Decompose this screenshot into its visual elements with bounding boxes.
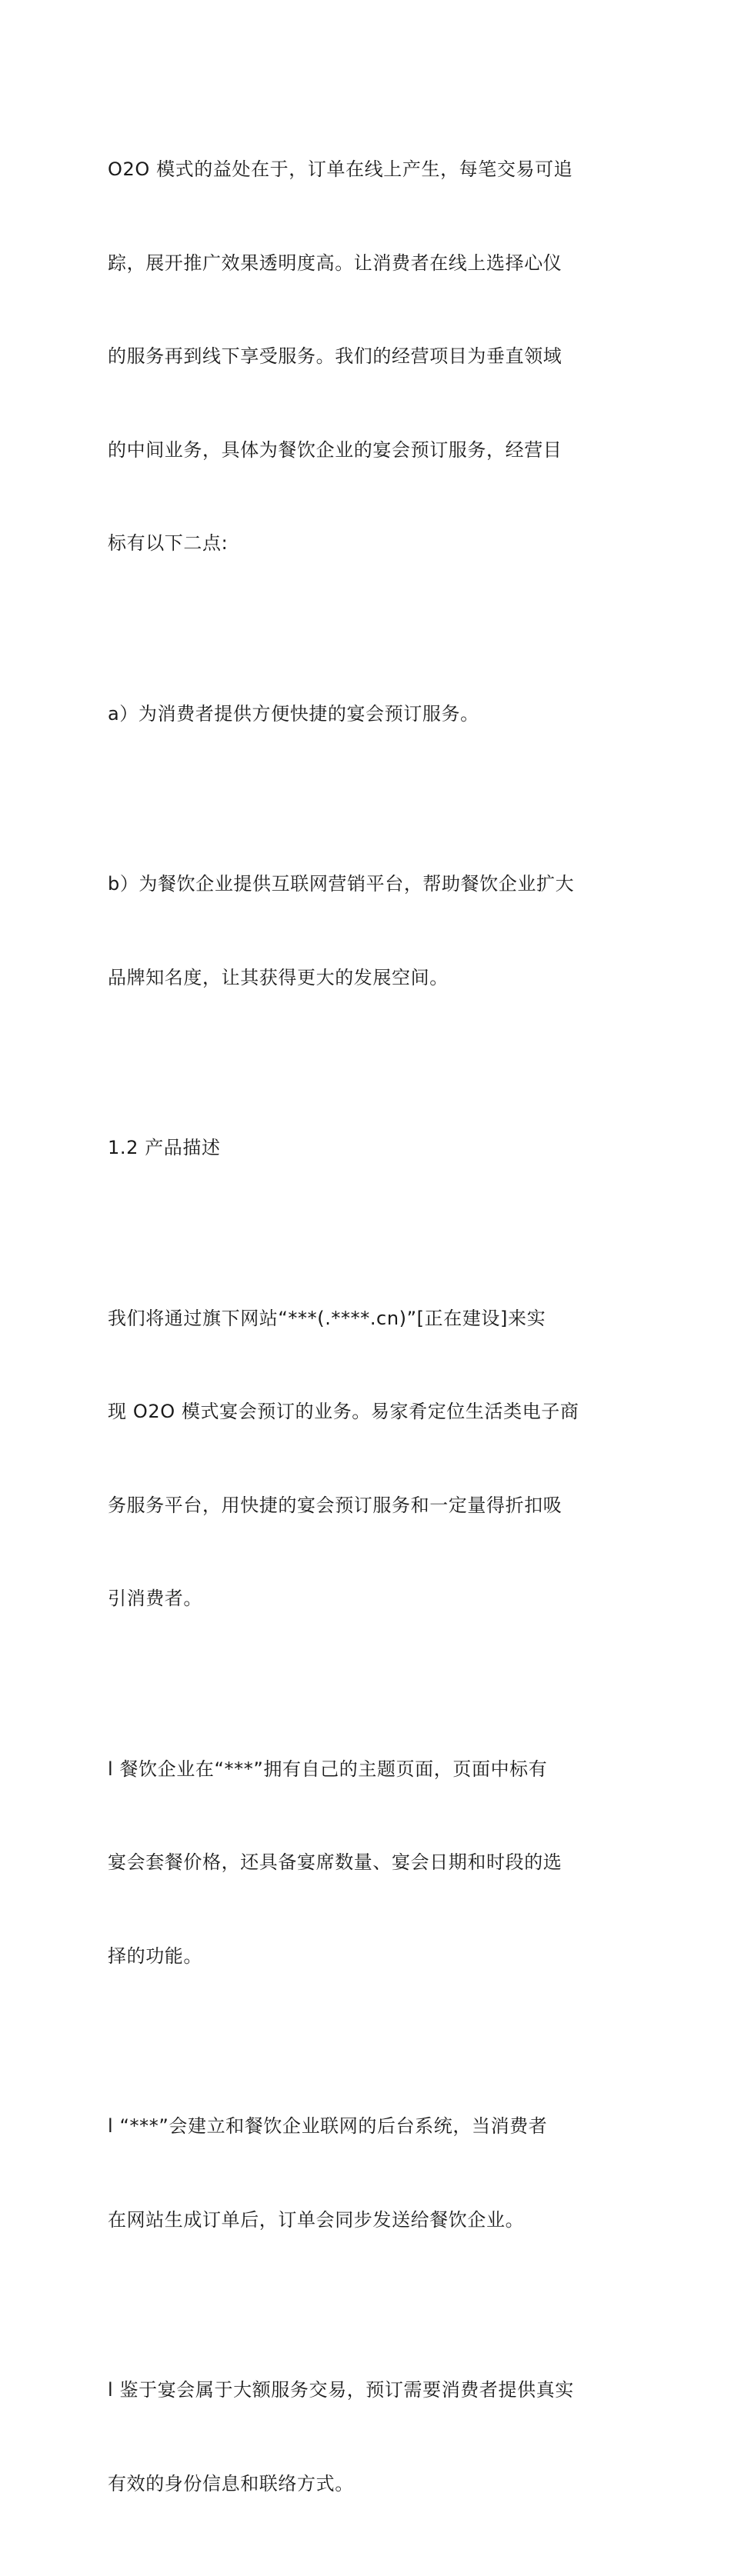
- text-line: 现 O2O 模式宴会预订的业务。易家肴定位生活类电子商: [108, 1401, 579, 1422]
- text-line: 品牌知名度，让其获得更大的发展空间。: [108, 966, 449, 988]
- text-line: l “***”会建立和餐饮企业联网的后台系统，当消费者: [108, 2115, 548, 2137]
- list-item-goal-a: [108, 636, 623, 792]
- text-line: 宴会套餐价格，还具备宴席数量、宴会日期和时段的选: [108, 1851, 562, 1873]
- bullet-item-theme-page: [108, 1691, 623, 2034]
- text-line: 有效的身份信息和联络方式。: [108, 2472, 354, 2494]
- document-body: [108, 92, 623, 2576]
- text-line: 的服务再到线下享受服务。我们的经营项目为垂直领域: [108, 345, 562, 367]
- bullet-item-identity-info: [108, 2312, 623, 2561]
- text-line: a）为消费者提供方便快捷的宴会预订服务。: [108, 702, 479, 725]
- text-line: l 鉴于宴会属于大额服务交易，预订需要消费者提供真实: [108, 2379, 574, 2401]
- heading-text: 1.2 产品描述: [108, 1137, 221, 1158]
- text-line: 引消费者。: [108, 1588, 202, 1609]
- section-heading-product-description: [108, 1070, 623, 1226]
- bullet-item-backend-system: [108, 2048, 623, 2298]
- text-line: 在网站生成订单后，订单会同步发送给餐饮企业。: [108, 2208, 525, 2231]
- text-line: 务服务平台，用快捷的宴会预订服务和一定量得折扣吸: [108, 1494, 562, 1516]
- text-line: 我们将通过旗下网站“***(.****.cn)”[正在建设]来实: [108, 1307, 546, 1329]
- paragraph-website-intro: [108, 1241, 623, 1677]
- text-line: 择的功能。: [108, 1944, 202, 1967]
- text-line: b）为餐饮企业提供互联网营销平台，帮助餐饮企业扩大: [108, 873, 575, 895]
- text-line: 的中间业务，具体为餐饮企业的宴会预订服务，经营目: [108, 438, 562, 461]
- text-line: O2O 模式的益处在于，订单在线上产生，每笔交易可追: [108, 158, 573, 180]
- list-item-goal-b: [108, 806, 623, 1055]
- text-line: 标有以下二点:: [108, 532, 229, 554]
- text-line: l 餐饮企业在“***”拥有自己的主题页面，页面中标有: [108, 1758, 548, 1780]
- text-line: 踪，展开推广效果透明度高。让消费者在线上选择心仪: [108, 252, 562, 274]
- paragraph-o2o-benefits: [108, 92, 623, 622]
